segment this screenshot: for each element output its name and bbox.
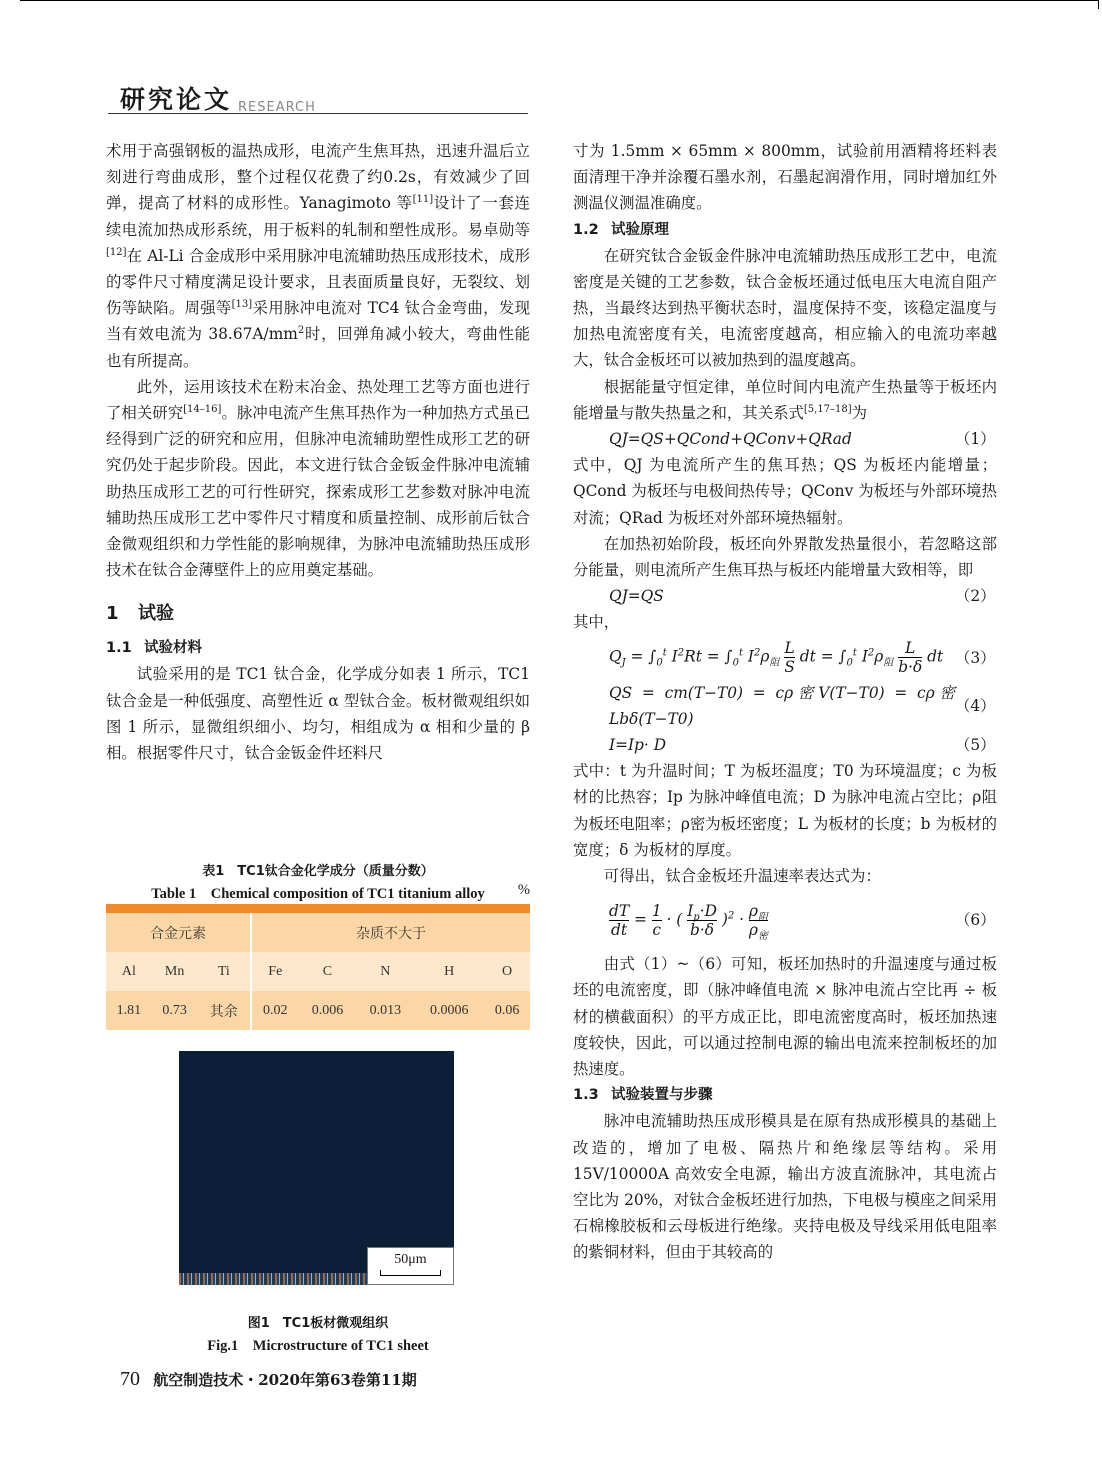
equation-1: QJ=QS+QCond+QConv+QRad （1）	[609, 430, 996, 449]
right-column	[573, 138, 997, 1266]
table1-group-impurity: 杂质不大于	[251, 913, 530, 952]
equation-5: I=Ip· D （5）	[609, 736, 996, 755]
header-title-cn: 研究论文	[120, 85, 233, 114]
equation-3: $Q_J = \int_0^t$ $I^2Rt = \int_0^t$ $I^2\rho_阻$ $\frac{L}{S}$ dt = $\int_0^t$ $I^2\rho_阻$ $\frac{L}{b\cdot\delta}$ dt （3）	[609, 639, 996, 677]
table1-header: O	[484, 952, 530, 991]
table1-header: Ti	[198, 952, 252, 991]
journal-name: 航空制造技术・2020年第63卷第11期	[153, 1371, 417, 1389]
table1-cell: 1.81	[106, 991, 152, 1030]
table1-header: C	[299, 952, 357, 991]
table1-header: N	[356, 952, 414, 991]
table1-header: Al	[106, 952, 152, 991]
right-paragraph-10: 脉冲电流辅助热压成形模具是在原有热成形模具的基础上改造的，增加了电极、隔热片和绝缘层等结构。采用 15V/10000A 高效安全电源，输出方波直流脉冲，其电流占空比为 20%，对钛合金板坯进行加热，下电极与模座之间采用石棉橡胶板和云母板进行绝缘。夹持电极及导线采用低电阻率的紫铜材料，但由于其较高的	[573, 1112, 997, 1262]
table1-cell: 0.006	[299, 991, 357, 1030]
right-paragraph-6: 其中，	[573, 613, 620, 632]
figure1-scale-bar: 50μm	[367, 1247, 454, 1285]
table1-cell: 0.73	[152, 991, 198, 1030]
table1-cell: 其余	[198, 991, 252, 1030]
section-1-1-heading: 1.1 试验材料	[106, 640, 202, 657]
equation-2: QJ=QS （2）	[609, 587, 996, 606]
page-footer	[120, 1368, 417, 1391]
table1	[106, 913, 530, 1030]
equation-6: $\frac{dT}{dt}$ = $\frac{1}{c}$ · ( $\frac{I_p\cdot D}{b\cdot\delta}$ )$^2$ · $\frac{\rho_阻}{\rho_密}$ （6）	[609, 901, 996, 942]
left-paragraph-3: 试验采用的是 TC1 钛合金，化学成分如表 1 所示，TC1 钛合金是一种低强度、高塑性近 α 型钛合金。板材微观组织如图 1 所示，显微组织细小、均匀，相组成为 α 相和少量的 β 相。根据零件尺寸，钛合金钣金件坯料尺	[106, 665, 530, 763]
table1-header: Fe	[251, 952, 298, 991]
right-paragraph-2: 在研究钛合金钣金件脉冲电流辅助热压成形工艺中，电流密度是关键的工艺参数，钛合金板坯通过低电压大电流自阻产热，当最终达到热平衡状态时，温度保持不变，该稳定温度与加热电流密度有关，电流密度越高，相应输入的电流功率越大，钛合金板坯可以被加热到的温度越高。	[573, 246, 997, 370]
table1-top-bar	[106, 904, 530, 913]
header-title-en: RESEARCH	[238, 100, 316, 115]
page-number: 70	[120, 1368, 140, 1390]
table1-caption-cn: 表1 TC1钛合金化学成分（质量分数）	[202, 864, 434, 879]
equation-4: QS = cm(T−T0) = cρ密V(T−T0) = cρ密Lbδ(T−T0) （4）	[609, 683, 996, 728]
table1-header: Mn	[152, 952, 198, 991]
right-paragraph-3: 根据能量守恒定律，单位时间内电流产生热量等于板坯内能增量与散失热量之和，其关系式[5,17–18]为	[573, 377, 997, 422]
header-rule	[108, 113, 528, 114]
right-paragraph-5: 在加热初始阶段，板坯向外界散发热量很小，若忽略这部分能量，则电流所产生焦耳热与板坯内能增量大致相等，即	[573, 534, 997, 580]
table1-cell: 0.013	[356, 991, 414, 1030]
page-header	[108, 80, 528, 120]
page-corner-frame	[20, 0, 1099, 9]
figure1-caption-en: Fig.1 Microstructure of TC1 sheet	[207, 1338, 429, 1354]
table1-cell: 0.02	[251, 991, 298, 1030]
right-paragraph-1: 寸为 1.5mm × 65mm × 800mm，试验前用酒精将坯料表面清理干净并涂覆石墨水剂，石墨起润滑作用，同时增加红外测温仪测温准确度。	[573, 142, 997, 213]
right-paragraph-8: 可得出，钛合金板坯升温速率表达式为：	[603, 867, 881, 886]
left-paragraph-2: 此外，运用该技术在粉末冶金、热处理工艺等方面也进行了相关研究[14–16]。脉冲电流产生焦耳热作为一种加热方式虽已经得到广泛的研究和应用，但脉冲电流辅助塑性成形工艺的研究仍处于起步阶段。因此，本文进行钛合金钣金件脉冲电流辅助热压成形工艺的可行性研究，探索成形工艺参数对脉冲电流辅助热压成形工艺中零件尺寸精度和质量控制、成形前后钛合金微观组织和力学性能的影响规律，为脉冲电流辅助热压成形技术在钛合金薄壁件上的应用奠定基础。	[106, 377, 530, 580]
figure1-caption-cn: 图1 TC1板材微观组织	[247, 1316, 389, 1331]
left-column	[106, 138, 530, 766]
table1-cell: 0.0006	[414, 991, 484, 1030]
right-paragraph-7: 式中：t 为升温时间；T 为板坯温度；T0 为环境温度；c 为板材的比热容；Ip 为脉冲峰值电流；D 为脉冲电流占空比；ρ阻为板坯电阻率；ρ密为板坯密度；L 为板材的长度；b 为板材的宽度；δ 为板材的厚度。	[573, 762, 997, 859]
table1-caption-en: Table 1 Chemical composition of TC1 titanium alloy %	[151, 882, 530, 902]
section-1-heading: 1 试验	[106, 603, 174, 625]
scale-bar-line	[380, 1270, 441, 1276]
left-paragraph-1: 术用于高强钢板的温热成形，电流产生焦耳热，迅速升温后立刻进行弯曲成形，整个过程仅花费了约0.2s，有效减少了回弹，提高了材料的成形性。Yanagimoto 等[11]设计了一套连续电流加热成形系统，用于板料的轧制和塑性成形。易卓勋等[12]在 Al-Li 合金成形中采用脉冲电流辅助热压成形技术，成形的零件尺寸精度满足设计要求，且表面质量良好，无裂纹、划伤等缺陷。周强等[13]采用脉冲电流对 TC4 钛合金弯曲，发现当有效电流为 $38.67A/mm^2$时，回弹角减小较大，弯曲性能也有所提高。	[106, 142, 530, 370]
right-paragraph-9: 由式（1）~（6）可知，板坯加热时的升温速度与通过板坯的电流密度，即（脉冲峰值电流 × 脉冲电流占空比再 ÷ 板材的横截面积）的平方成正比，即电流密度高时，板坯加热速度较快，因此，可以通过控制电源的输出电流来控制板坯的加热速度。	[573, 955, 997, 1079]
table1-group-alloy: 合金元素	[106, 913, 251, 952]
section-1-2-heading: 1.2 试验原理	[573, 221, 669, 238]
table1-header: H	[414, 952, 484, 991]
right-paragraph-4: 式中，QJ 为电流所产生的焦耳热；QS 为板坯内能增量；QCond 为板坯与电极间热传导；QConv 为板坯与外部环境热对流；QRad 为板坯对外部环境热辐射。	[573, 456, 997, 527]
table1-cell: 0.06	[484, 991, 530, 1030]
section-1-3-heading: 1.3 试验装置与步骤	[573, 1087, 713, 1104]
